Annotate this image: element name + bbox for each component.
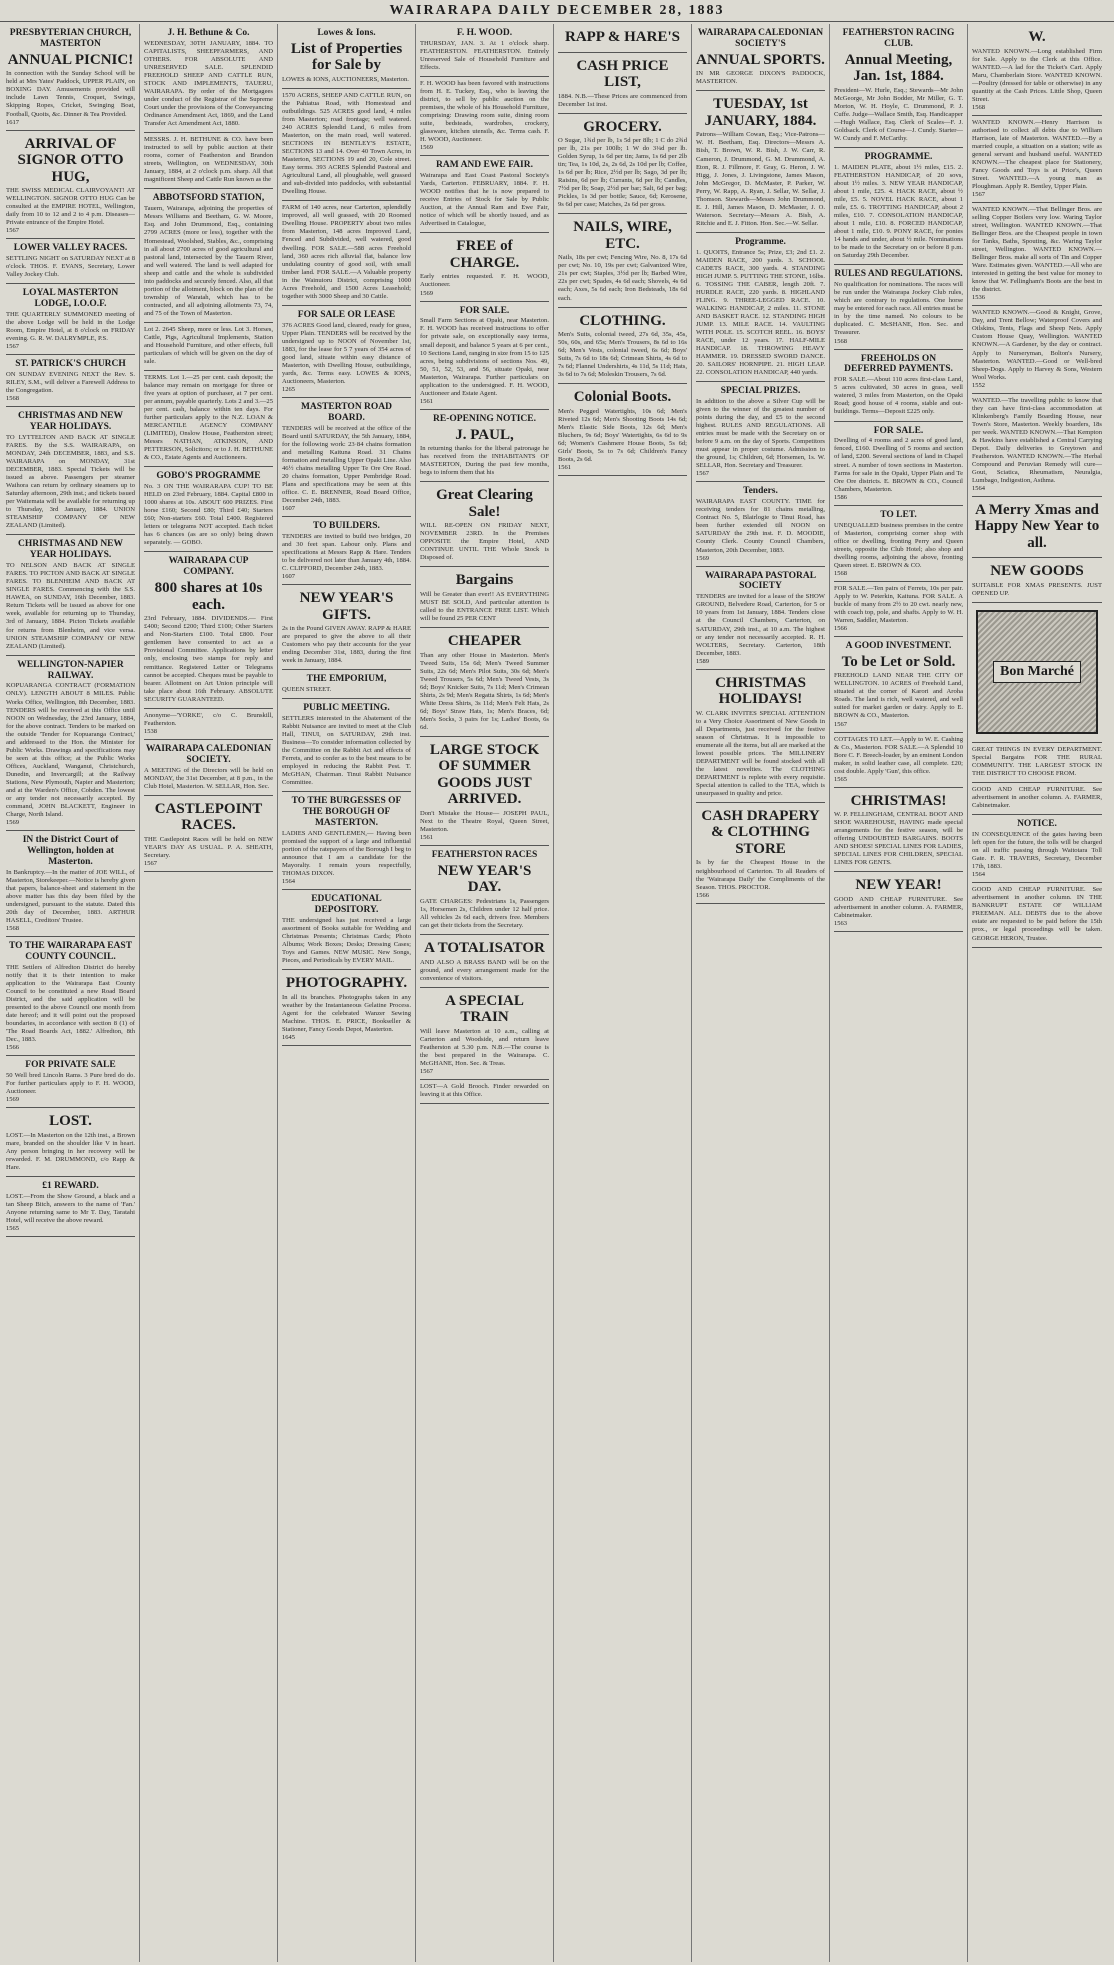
ad-reference-number: 1552 — [972, 381, 985, 389]
ad-body-text: LOST—A Gold Brooch. Finder rewarded on leaving it at this Office. — [420, 1082, 549, 1098]
ad-reference-number: 1567 — [6, 227, 19, 235]
advertisement — [144, 371, 273, 467]
advertisement — [420, 737, 549, 846]
ad-reference-number: 1561 — [558, 463, 571, 471]
ad-reference-number: 1566 — [6, 1044, 19, 1052]
ad-display-heading: List of Properties for Sale by — [290, 40, 403, 74]
ad-body-text: 1. QUOITS, Entrance 5s; Prize, £3; 2nd £1. 2. MAIDEN RACE, 200 yards. 3. SCHOOL CADETS RACE, 300 yards. 4. STANDING HIGH JUMP. 5. PUTTING THE STONE, 16lbs. 6. TOSSING THE CABER, length 20ft. 7. HURDLE RACE, 220 yards. 8. HIGHLAND FLING. 9. THREE-LEGGED RACE. 10. WALKING HANDICAP, 2 miles. 11. STONE AND BASKET RACE. 12. STANDING HIGH JUMP. 13. MILE RACE. 14. VAULTING WITH POLE. 15. SCOTCH REEL. 16. BOYS' RACE, under 12 years. 17. HALF-MILE HANDICAP. 18. THROWING HEAVY HAMMER. 19. DRESSED SWORD DANCE. 20. SAILORS' HORNPIPE. 21. HIGH LEAP. 22. CONSOLATION HANDICAP, 440 yards. — [696, 248, 825, 377]
ad-display-heading: 800 shares at 10s each. — [154, 580, 263, 613]
advertisement — [696, 670, 825, 803]
ad-reference-number: 1607 — [282, 573, 295, 581]
advertisement — [420, 24, 549, 77]
ad-body-text: IN CONSEQUENCE of the gates having been left open for the future, the tolls will be charged on all traffic passing through Waitotara Toll Gate. F. R. TRAVERS, Secretary, December 17th, 1883. — [972, 831, 1102, 871]
ad-display-heading: CASH DRAPERY & CLOTHING STORE — [701, 807, 820, 857]
ad-body-text: THE QUARTERLY SUMMONED meeting of the above Lodge will be held in the Lodge Room, Empire Hotel, at 8 o'clock on FRIDAY evening. G. R. W. DALRYMPLE, P.S. — [6, 311, 135, 343]
ad-display-heading: PHOTOGRAPHY. — [285, 975, 408, 992]
ad-heading: WELLINGTON-NAPIER RAILWAY. — [17, 659, 124, 681]
ad-body-text: In Bankruptcy.—In the matter of JOE WILL, of Masterton, Storekeeper.—Notice is hereby given that papers, balance-sheet and statement in the above matter has this day been filed by the undersigned, pursuant to the statute. Dated this 20th day of December, 1883. ARTHUR HASELL, Creditors' Trustee. — [6, 868, 135, 924]
ad-body-text: IN MR GEORGE DIXON'S PADDOCK, MASTERTON. — [696, 70, 825, 86]
advertisement — [972, 603, 1102, 743]
ad-reference-number: 1568 — [834, 569, 847, 577]
ad-heading: ST. PATRICK'S CHURCH — [15, 359, 126, 370]
ad-body-text: THE undersigned has just received a large assortment of Books suitable for Wedding and Christmas Presents; Christmas Cards; Photo Albums; Work Boxes; Desks; Dressing Cases; Toys and Games. NEW MUSIC. New Songs, Pieces, and Periodicals by EVERY MAIL. — [282, 917, 411, 965]
advertisement — [420, 233, 549, 301]
ad-heading: WAIRARAPA PASTORAL SOCIETY — [704, 570, 817, 592]
ad-heading: WAIRARAPA CALEDONIAN SOCIETY'S — [697, 28, 824, 49]
advertisement — [972, 24, 1102, 116]
ad-heading: PRESBYTERIAN CHURCH, MASTERTON — [9, 28, 132, 49]
advertisement — [834, 788, 963, 873]
ad-display-heading: FREE of CHARGE. — [449, 238, 520, 271]
advertisement — [696, 24, 825, 91]
ad-reference-number: 1569 — [6, 818, 19, 826]
ad-display-heading: LOST. — [49, 1113, 92, 1130]
advertisement — [696, 803, 825, 904]
advertisement — [282, 89, 411, 201]
advertisement — [834, 422, 963, 506]
ad-heading: J. H. Bethune & Co. — [167, 28, 250, 38]
ad-display-heading: A TOTALISATOR — [424, 940, 545, 957]
ad-reference-number: 1617 — [6, 118, 19, 126]
advertisement — [558, 24, 687, 53]
advertisement — [282, 517, 411, 585]
column-4 — [416, 24, 554, 1962]
ad-body-text: LOST.—In Masterton on the 12th inst., a Brown mare, branded on the shoulder like V in heart. Any person bringing in her recovery will be rewarded. F. M. DRUMMOND, c/o Rapp & Hare. — [6, 1131, 135, 1171]
ad-reference-number: 1565 — [834, 775, 847, 783]
ad-heading: RE-OPENING NOTICE. — [433, 413, 536, 424]
ad-heading: EDUCATIONAL DEPOSITORY. — [311, 894, 382, 916]
ad-body-text: LOST.—From the Show Ground, a black and a tan Sheep Bitch, answers to the name of 'Fan.' Anyone returning same to Mr T. Day, Taratahi Hotel, will receive the above reward. — [6, 1192, 135, 1224]
ad-heading: Tenders. — [743, 486, 778, 497]
column-1 — [2, 24, 140, 1962]
ad-heading: Programme. — [735, 236, 786, 247]
ad-display-heading: CHRISTMAS HOLIDAYS! — [715, 674, 806, 708]
advertisement — [144, 796, 273, 872]
ad-display-heading: A Merry Xmas and Happy New Year to all. — [974, 501, 1100, 551]
advertisement — [834, 733, 963, 788]
ad-display-heading: NEW GOODS — [990, 563, 1084, 580]
column-2 — [140, 24, 278, 1962]
ad-body-text: Will be Greater than ever!! AS EVERYTHING MUST BE SOLD, And particular attention is called to the ENTRANCE FREE LIST. Which will be found 25 PER CENT — [420, 590, 549, 623]
masthead — [0, 0, 1114, 22]
ad-heading: FEATHERSTON RACING CLUB. — [842, 28, 955, 49]
advertisement — [6, 1108, 135, 1177]
ad-heading: FREEHOLDS ON DEFERRED PAYMENTS. — [844, 353, 953, 375]
ad-body-text: MESSRS. J. H. BETHUNE & CO. have been instructed to sell by public auction at their rooms, corner of Featherston and Brandon streets, Wellington, on WEDNESDAY, 30th January, 1884, at 2 o'clock p.m. sharp. All that magnificent Sheep and Cattle Run known as the — [144, 136, 273, 184]
ad-body-text: Patrons—William Cowan, Esq.; Vice-Patrons—W. H. Beetham, Esq. Directors—Messrs A. Bish, T. Brown, W. R. Bish, J. W. Carr, R. Cameron, J. Drummond, G. M. Drummond, A. Eton, R. J. Fillmore, F. Gray, G. Heron, J. W. Higg, J. Jones, J. Livingstone, James Mason, John McGregor, D. McMaster, P. Parker, W. Perry, W. Rapp, A. Ryan, J. Sellar, W. Sellar, J. Thomson. Stewards—Messrs John Drummond, E. J. Hill, James Mason, D. McMaster, J. O. Waterson. Secretary—Messrs A. Bish, A. Ritchie and E. J. Fitton. Hon. Sec.—W. Sellar. — [696, 131, 825, 227]
ad-display-heading: W. — [1028, 29, 1046, 45]
ad-reference-number: 1566 — [834, 624, 847, 632]
advertisement — [6, 656, 135, 831]
ad-display-heading: CASH PRICE LIST, — [576, 57, 669, 90]
ad-display-heading: To be Let or Sold. — [841, 653, 956, 670]
advertisement — [834, 350, 963, 422]
ad-reference-number: 1561 — [420, 397, 433, 405]
ad-heading: F. H. WOOD. — [456, 28, 513, 38]
advertisement — [558, 114, 687, 215]
ad-body-text: No. 3 ON THE WAIRARAPA CUP! TO BE HELD on 23rd February, 1884. Capital £800 in 1000 shares at 10s. ABOUT 600 PRIZES. First horse £160; Second £80; Third £40; Starters £60; Non-starters £60. Total £400. Registered letters or telegrams NOT accepted. Each ticket has 6 chances (as are so only) being drawn separately. — GOBO. — [144, 483, 273, 547]
advertisement — [420, 935, 549, 988]
ad-heading: CHRISTMAS AND NEW YEAR HOLIDAYS. — [17, 411, 124, 433]
column-6 — [692, 24, 830, 1962]
advertisement — [6, 407, 135, 535]
ad-reference-number: 1569 — [696, 554, 709, 562]
ad-body-text: In all its branches. Photographs taken in any weather by the Instantaneous Gelatine Process. Agent for the celebrated Wanzer Sewing Machine. THOS. E. PRICE, Bookseller & Stationer, Fancy Goods Depot, Masterton. — [282, 993, 411, 1034]
ad-display-heading: Annual Meeting, Jan. 1st, 1884. — [844, 51, 953, 85]
ad-body-text: A MEETING of the Directors will be held on MONDAY, the 31st December, at 8 p.m., in the Club Hotel, Masterton. W. SELLAR, Hon. Sec. — [144, 766, 273, 790]
advertisement — [972, 203, 1102, 306]
ad-body-text: QUEEN STREET. — [282, 686, 332, 694]
ad-body-text: WEDNESDAY, 30TH JANUARY, 1884. TO CAPITALISTS, SHEEPFARMERS, AND OTHERS. FOR ABSOLUTE AND UNRESERVED SALE. SPLENDID FREEHOLD SHEEP AND CATTLE RUN, STOCK AND IMPLEMENTS, TAUERU, WAIRARAPA. By order of the Mortgagees under conduct of the Registrar of the Supreme Court under the provisions of the Conveyancing Ordinance Amendment Act, 1869, and the Land Transfer Act Amendment Act, 1880. — [144, 39, 273, 128]
advertisement — [6, 831, 135, 937]
ad-body-text: TENDERS are invited to build two bridges, 20 and 30 feet span. Labour only. Plans and specifications at Messrs Rapp & Hare. Tenders to be delivered not later than January 4th, 1884. C. CLIFFORD, December 24th, 1883. — [282, 532, 411, 573]
ad-body-text: WANTED KNOWN.—Good & Knight, Grove, Day, and Trent Bellow; Waterproof Covers and Oilskins, Tents, Flags and Sheep Nets. Apply Custom House Quay, Wellington. WANTED KNOWN.—A Gardener, by the day or contract. Apply to Nurseryman, Bolton's Nursery, Masterton. WANTED.—Good or Well-bred Sheep-Dogs. Apply to Harvey & Sons, Western Wool Works. — [972, 309, 1102, 381]
ad-heading: LOYAL MASTERTON LODGE, I.O.O.F. — [22, 288, 119, 310]
ad-body-text: FOR SALE.—Ten pairs of Ferrets, 10s per pair. Apply to W. Peterkin, Kaituna. FOR SALE. A buckle of many from 2½ to 20 cwt. nearly new, with coach top, pole, and shafts. Apply to W. H. Warren, Saddler, Masterton. — [834, 584, 963, 624]
advertisement — [558, 384, 687, 476]
ad-heading: RAM AND EWE FAIR. — [436, 160, 533, 171]
advertisement — [282, 890, 411, 970]
advertisement — [144, 709, 273, 740]
ad-reference-number: 1564 — [282, 878, 295, 886]
ad-body-text: KOPUARANGA CONTRACT (FORMATION ONLY). LENGTH ABOUT 8 MILES. Public Works Office, Wellington, 8th December, 1883. TENDERS will be received at this Office until NOON on Wednesday, the 23rd January, 1884, for the above contract. Tenders to be marked on the outside 'Tender for Kopuaranga Contract,' and addressed to the Hon. the Minister for Public Works. Drawings and specifications may be seen at this office; at the Public Works Offices, Auckland, Wanganui, Christchurch, Dunedin, and Invercargill; at the Railway Stations, New Plymouth, Napier and Masterton; and at the Warden's Office, Cobden. The lowest or any tender not necessarily accepted. By command, JOHN BLACKETT, Engineer in Charge, North Island. — [6, 682, 135, 818]
ad-body-text: Anonyme—'YORKE', c/o C. Brunskill, Featherston. — [144, 711, 273, 727]
advertisement — [834, 637, 963, 733]
ad-heading: THE EMPORIUM, — [306, 674, 387, 685]
ad-display-heading: A SPECIAL TRAIN — [445, 992, 524, 1026]
ad-body-text: Than any other House in Masterton. Men's Tweed Suits, 15s 6d; Men's Tweed Summer Suits, 22s 6d; Men's Pilot Suits, 30s 6d; Men's Tweed Trousers, 5s 6d; Men's Tweed Vests, 3s 6d; Boys' Knicker Suits, 7s 11d; Men's Crimean Shirts, 2s 9d; Men's Regatta Shirts, 1s 6d; Men's White Dress Shirts, 3s 11d; Men's Felt Hats, 2s 6d; Boys' Straw Hats, 1s; Men's Braces, 6d; Men's Socks, 3 pairs for 1s; Ladies' Boots, 6s 6d. — [420, 651, 549, 731]
ad-reference-number: 1586 — [834, 493, 847, 501]
ad-body-text: LOWES & IONS, AUCTIONEERS, Masterton. — [282, 75, 409, 83]
advertisement — [420, 302, 549, 410]
advertisement — [282, 670, 411, 699]
advertisement — [6, 1177, 135, 1237]
ad-display-heading: J. PAUL, — [455, 426, 514, 443]
ad-body-text: WANTED KNOWN.—Henry Harrison is authorised to collect all debts due to William Harrison, late of Masterton. WANTED.—By a married couple, a situation on a station; wife as general servant and husband useful. WANTED KNOWN.—The cheapest place for Stationery, Fancy Goods and Toys is at Price's, Queen Street. WANTED.—A young man as Ploughman. Apply R. Bentley, Upper Plain. — [972, 118, 1102, 190]
advertisement — [696, 482, 825, 566]
advertisement — [420, 628, 549, 737]
advertisement — [6, 355, 135, 407]
advertisement — [834, 148, 963, 265]
advertisement — [420, 1080, 549, 1104]
advertisement — [6, 937, 135, 1056]
advertisement — [972, 558, 1102, 603]
advertisement — [696, 567, 825, 670]
advertisement — [282, 306, 411, 398]
ad-display-heading: CASTLEPOINT RACES. — [154, 800, 263, 834]
advertisement — [282, 585, 411, 670]
ad-body-text: WANTED.—The travelling public to know that they can have first-class accommodation at Klinkenberg's Family Boarding House, near Town's Store, Masterton. Weekly boarders, 18s per week. WANTED KNOWN.—That Kempton & Hawkins have established a Central Carrying Depot. Daily deliveries to Greytown and Featherston. WANTED KNOWN.—The Herbal Compound and Peruvian Remedy will cure—Gout, Sciatica, Rheumatism, Neuralgia, Lumbago, Indigestion, Asthma. — [972, 396, 1102, 484]
ad-heading: RULES AND REGULATIONS. — [834, 269, 963, 280]
ad-body-text: AND ALSO A BRASS BAND will be on the ground, and every arrangement made for the convenience of visitors. — [420, 958, 549, 982]
ad-body-text: Early entries requested. F. H. WOOD, Auctioneer. — [420, 273, 549, 289]
advertisement — [144, 552, 273, 708]
ad-heading: WAIRARAPA CALEDONIAN SOCIETY. — [145, 743, 272, 765]
ad-heading: IN the District Court of Wellington, holden at Masterton. — [22, 834, 119, 867]
ad-reference-number: 1563 — [834, 919, 847, 927]
advertisement — [6, 535, 135, 655]
advertisement — [420, 988, 549, 1080]
ad-display-heading: Great Clearing Sale! — [436, 487, 533, 520]
ad-body-text: THE SWISS MEDICAL CLAIRVOYANT! AT WELLINGTON. SIGNOR OTTO HUG Can be consulted at the EMPIRE HOTEL, Wellington, daily from 10 to 12 and 2 to 4 p.m. Diseases—Private entrance of the Empire Hotel. — [6, 187, 135, 227]
ad-reference-number: 1569 — [420, 289, 433, 297]
ad-heading: FEATHERSTON RACES — [431, 849, 538, 860]
ad-display-heading: CHRISTMAS! — [850, 792, 947, 809]
ad-heading: PUBLIC MEETING. — [303, 703, 390, 714]
ad-display-heading: Bargains — [455, 572, 514, 589]
ad-reference-number: 1561 — [420, 833, 433, 841]
ad-display-heading: ARRIVAL OF SIGNOR OTTO HUG, — [17, 135, 124, 185]
column-5 — [554, 24, 692, 1962]
ad-body-text: W. CLARK INVITES SPECIAL ATTENTION to a Very Choice Assortment of New Goods in all Departments, just received for the festive season of Christmas. It is impossible to enumerate all the items, but all are marked at the lowest possible prices. The MILLINERY DEPARTMENT will be found stocked with all the latest novelties. The CLOTHING DEPARTMENT is replete with every requisite. Special attention is called to the TEA, which is unsurpassed in quality and price. — [696, 709, 825, 797]
ad-body-text: WILL RE-OPEN ON FRIDAY NEXT, NOVEMBER 23RD. In the Premises OPPOSITE the Empire Hotel, AND CONTINUE UNTIL THE Whole Stock is Disposed of. — [420, 522, 549, 562]
ad-body-text: Will leave Masterton at 10 a.m., calling at Carterton and Woodside, and return leave Featherston at 5.30 p.m. N.B.—The course is the best prepared in the Wairarapa. C. McGHANE, Hon. Sec. & Treas. — [420, 1027, 549, 1067]
advertisement — [420, 77, 549, 156]
ad-heading: FOR SALE. — [873, 425, 924, 436]
ad-body-text: GOOD AND CHEAP FURNITURE. See advertisement in another column. A. FARMER, Cabinetmaker. — [834, 895, 963, 919]
advertisement — [558, 308, 687, 385]
ad-heading: £1 REWARD. — [42, 1180, 99, 1191]
ad-body-text: President—W. Hurle, Esq.; Stewards—Mr John McGeorge, Mr John Bodder, Mr Miller, G. T. Morton, W. H. Hoyle, C. Drummond, P. J. Cuffe. Judge—Wallace Smith, Esq. Handicapper—Hugh Wallace, Esq. Clerk of Scales—F. J. Goldsack. Clerk of Course—J. Cundy. Starter—W. Cundy and F. McCarthy. — [834, 86, 963, 143]
ad-heading: SPECIAL PRIZES. — [720, 386, 801, 397]
ad-body-text: Don't Mistake the House— JOSEPH PAUL, Next to the Theatre Royal, Queen Street, Masterton. — [420, 809, 549, 833]
advertisement — [834, 24, 963, 148]
advertisement — [420, 846, 549, 935]
ad-heading: Lowes & Ions. — [317, 28, 376, 38]
advertisement — [696, 233, 825, 382]
ad-body-text: 50 Well bred Lincoln Rams. 3 Pure bred do do. For further particulars apply to F. H. WOOD, Auctioneer. — [6, 1072, 135, 1096]
ad-display-heading: GROCERY. — [583, 118, 662, 135]
ad-body-text: Lot 2. 2645 Sheep, more or less. Lot 3. Horses, Cattle, Pigs, Agricultural Implements, Station and Household Furniture, and other effects, full particulars of which will be given on the day of sale. — [144, 325, 273, 365]
ad-display-heading: NEW YEAR'S DAY. — [437, 862, 532, 896]
ad-body-text: GATE CHARGES: Pedestrians 1s, Passengers 1s, Horsemen 2s, Children under 12 half price. All vehicles 2s 6d each, drivers free. Members can get their tickets from the Secretary. — [420, 897, 549, 929]
advertisement — [558, 214, 687, 307]
advertisement — [420, 156, 549, 233]
ad-heading: TO THE WAIRARAPA EAST COUNTY COUNCIL. — [8, 940, 133, 962]
advertisement — [144, 24, 273, 133]
advertisement — [834, 265, 963, 349]
advertisement — [144, 740, 273, 796]
ad-display-heading: ANNUAL PICNIC! — [7, 51, 134, 68]
column-3 — [278, 24, 416, 1962]
advertisement — [834, 506, 963, 582]
ad-body-text: TO NELSON AND BACK AT SINGLE FARES. TO PICTON AND BACK AT SINGLE FARES. TO BLENHEIM AND BACK AT SINGLE FARES. Commencing with the S.S. HAWEA, on SUNDAY, 16th December, 1883. Return Tickets will be issued as above for one week, available for returning up to Thursday, 3rd of January, 1884. Picton Tickets available for returns from Blenheim, and vice versa. UNION STEAMSHIP COMPANY OF NEW ZEALAND (Limited). — [6, 562, 135, 650]
ad-reference-number: 1566 — [696, 891, 709, 899]
ad-heading: PROGRAMME. — [864, 152, 933, 163]
ad-body-text: WAIRARAPA EAST COUNTY. TIME for receiving tenders for 81 chains metalling, Contract No. 5, Blairlogie to Tinui Road, has been further extended till NOON on SATURDAY the 29th inst. F. D. MOODIE, County Clerk. County Council Chambers, Masterton, 20th December, 1883. — [696, 498, 825, 554]
ad-reference-number: 1567 — [144, 859, 157, 867]
ad-display-heading: CLOTHING. — [579, 312, 666, 329]
advertisement — [282, 201, 411, 305]
ad-heading: TO THE BURGESSES OF THE BOROUGH OF MASTERTON. — [291, 796, 402, 829]
ad-body-text: No qualification for nominations. The races will be run under the Wairarapa Jockey Club rules, which are contrary to regulations. One horse may be entered for each race. All entries must be in by the time named. No colours to be duplicated. C. McSHANE, Hon. Sec. and Treasurer. — [834, 281, 963, 337]
ad-heading: FOR SALE. — [459, 305, 510, 316]
newspaper-page — [2, 24, 1112, 1962]
advertisement — [972, 116, 1102, 203]
advertisement — [420, 567, 549, 628]
advertisement — [420, 410, 549, 483]
ad-heading: ABBOTSFORD STATION, — [152, 193, 265, 204]
ad-heading: FOR SALE OR LEASE — [297, 309, 396, 320]
ad-body-text: F. H. WOOD has been favored with instructions from H. E. Tuckey, Esq., who is leaving the district, to sell by public auction on the premises, the whole of his Household Furniture, comprising: Drawing room suite, dining room suite, bedsteads, wardrobes, crockery, glassware, kitchen utensils, &c. Terms cash. F. H. WOOD, Auctioneer. — [420, 80, 549, 144]
ad-body-text: TERMS. Lot 1.—25 per cent. cash deposit; the balance may remain on mortgage for three or five years at option of purchaser, at 7 per cent. per annum, payable quarterly. Lots 2 and 3.—25 per cent. cash, balance within ten days. For further particulars apply to the N.Z. LOAN & MERCANTILE AGENCY COMPANY (LIMITED), Onslow House, Featherston street; Messrs NATHAN, ATKINSON, AND PETTERSON, Solicitors; or to J. H. BETHUNE & CO., Estate Agents and Auctioneers. — [144, 373, 273, 462]
ad-reference-number: 1538 — [144, 727, 157, 735]
ad-body-text: 1570 ACRES, SHEEP AND CATTLE RUN, on the Pahiatua Road, with Homestead and outbuildings. 525 ACRES good land, 4 miles from Masterton; road frontage; well watered. 240 ACRES Splendid Land, 6 miles from Masterton, on the main road, well watered. SECTIONS IN BENTLEY'S ESTATE, SECTIONS 13 and 14. Over 40 Town Acres, in Masterton, SECTIONS 19 and 20, Cole street. Easy terms. 393 ACRES Splendid Pastoral and Agricultural Land, all ploughable, well grassed and sub-divided into paddocks, with substantial Dwelling House. — [282, 91, 411, 196]
ad-body-text: Men's Suits, colonial tweed, 27s 6d, 35s, 45s, 50s, 60s, and 65s; Men's Trousers, 8s 6d to 16s 6d; Men's Vests, colonial tweed, 6s 6d; Boys' Suits, 7s 6d to 18s 6d; Crimean Shirts, 4s 6d to 7s 6d; Flannel Undershirts, 4s 11d, 5s 11d; Hats, 3s 6d to 7s 6d; Moleskin Trousers, 7s 6d. — [558, 331, 687, 379]
advertisement — [696, 91, 825, 232]
ad-body-text: SETTLING NIGHT on SATURDAY NEXT at 8 o'clock. THOS. F. EVANS, Secretary, Lower Valley Jockey Club. — [6, 255, 135, 279]
ad-body-text: In connection with the Sunday School will be held at Mrs Yates' Paddock, UPPER PLAIN, on BOXING DAY. Amusements provided will include Lawn Tennis, Croquet, Swings, Skipping Ropes, Cricket, Swinging Boat, Football, Quoits, &c. Dinner & Tea Provided. — [6, 70, 135, 118]
ad-body-text: 23rd February, 1884. DIVIDENDS.— First £400; Second £200; Third £100; Other Starters and Non-Starters £100. Total £800. Four gentlemen have consented to act as a Provisional Committee. Applications by letter only, enclosing two stamps for reply and remittance. Registered Letter or Telegrams cannot be accepted. Cheques must be payable to bearer. Allotment on Art Union principle will take place about 16th February. ABSOLUTE SECURITY GUARANTEED. — [144, 615, 273, 703]
ad-reference-number: 1536 — [972, 294, 985, 302]
ad-heading: LOWER VALLEY RACES. — [13, 243, 128, 254]
illustration-lettering: Bon Marché — [993, 661, 1081, 683]
ad-body-text: TENDERS will be received at the office of the Board until SATURDAY, the 5th January, 1884, for the following work: 23·84 chains formation and metalling Kaituna Road. 31 Chains formation and metalling Upper Opaki Line. Also 46½ chains metalling Upper Te Ore Ore Road. 20 chains formation, Upper Pembridge Road. Plans and specifications may be seen at this office. C. E. BRENNER, Road Board Office, December 24th, 1883. — [282, 424, 411, 505]
ad-body-text: W. P. FELLINGHAM, CENTRAL BOOT AND SHOE WAREHOUSE, HAVING made special arrangements for the festive season, will be offering UNDOUBTED BARGAINS. BOOTS AND SHOES! SPECIAL LINES FOR LADIES, SPECIAL LINES FOR CHILDREN, SPECIAL LINES FOR GENTS. — [834, 811, 963, 867]
ad-reference-number: 1569 — [420, 144, 433, 152]
ad-body-text: TO LYTTELTON AND BACK AT SINGLE FARES. By the S.S. WAIRARAPA, on MONDAY, 24th DECEMBER, 1883, and S.S. WAIRARAPA on MONDAY, 31st DECEMBER, 1883. Special Tickets will be issued as above. Passengers per steamer Waihora can return by ordinary steamers up to Saturday afternoon, 29th inst.; and tickets issued per Waitemata will be available for returning up to Thursday, 3rd January, 1884. UNION STEAMSHIP COMPANY OF NEW ZEALAND (Limited). — [6, 434, 135, 530]
ad-display-heading: NEW YEAR'S GIFTS. — [299, 590, 394, 623]
ad-body-text: Wairarapa and East Coast Pastoral Society's Yards, Carterton. FEBRUARY, 1884. F. H. WOOD notifies that he is now prepared to receive Entries of Stock for Sale by Public Auction, at the Annual Ram and Ewe Fair, notice of which will be shortly issued, and as Advertised in Catalogue, — [420, 172, 549, 228]
advertisement — [972, 783, 1102, 815]
advertisement — [972, 394, 1102, 497]
advertisement — [558, 53, 687, 114]
ad-body-text: ON SUNDAY EVENING NEXT the Rev. S. RILEY, S.M., will deliver a Farewell Address to the Congregation. — [6, 371, 135, 395]
ad-reference-number: 1645 — [282, 1034, 295, 1042]
advertisement — [282, 24, 411, 89]
ad-reference-number: 1568 — [6, 395, 19, 403]
advertisement — [6, 24, 135, 131]
ad-body-text: 376 ACRES Good land, cleared, ready for grass, Upper Plain. TENDERS will be received by the undersigned up to NOON of November 1st, 1883, for the lease for 5 7 years of 354 acres of good land, situate within easy distance of Masterton, with Dwelling House, outbuildings, yards, &c. Terms easy. LOWES & IONS, Auctioneers, Masterton. — [282, 321, 411, 385]
ad-heading: NOTICE. — [1017, 819, 1057, 830]
ad-display-heading: TUESDAY, 1st JANUARY, 1884. — [704, 96, 817, 129]
ad-body-text: THURSDAY, JAN. 3. At 1 o'clock sharp. FEATHERSTON. FEATHERSTON. Entirely Unreserved Sale of Household Furniture and Effects. — [420, 39, 549, 72]
ad-body-text: 1884. N.B.—These Prices are commenced from December 1st inst. — [558, 92, 687, 108]
ad-reference-number: 1568 — [834, 337, 847, 345]
ad-reference-number: 1567 — [834, 720, 847, 728]
ad-body-text: 2s in the Pound GIVEN AWAY. RAPP & HARE are prepared to give the above to all their Customers who pay their accounts for the year ending December 31st, 1883, during the first week in January, 1884. — [282, 625, 411, 665]
ad-heading: GOBO'S PROGRAMME — [156, 471, 261, 482]
ad-body-text: COTTAGES TO LET.—Apply to W. E. Cashing & Co., Masterton. FOR SALE.—A Splendid 10 Bore C. F. Breech-loader, by an eminent London maker, in solid leather case, all complete. £20; cost double. Apply 'Gun', this office. — [834, 735, 963, 775]
ad-heading: A GOOD INVESTMENT. — [845, 640, 952, 651]
ad-body-text: In returning thanks for the liberal patronage he has received from the INHABITANTS OF MASTERTON, During the past few months, begs to inform them that his — [420, 445, 549, 477]
ad-display-heading: CHEAPER — [447, 633, 522, 650]
ad-reference-number: 1567 — [420, 1067, 433, 1075]
ad-reference-number: 1607 — [282, 505, 295, 513]
ad-reference-number: 1569 — [6, 1096, 19, 1104]
advertisement — [834, 872, 963, 932]
ad-reference-number: 1564 — [972, 871, 985, 879]
engraved-illustration — [976, 610, 1098, 734]
advertisement — [144, 189, 273, 322]
ad-reference-number: 1565 — [6, 1224, 19, 1232]
ad-reference-number: 1567 — [6, 343, 19, 351]
column-8 — [968, 24, 1106, 1962]
advertisement — [282, 699, 411, 792]
ad-reference-number: 1567 — [972, 191, 985, 198]
ad-body-text: FOR SALE.—About 110 acres first-class Land, 5 acres cultivated, 30 acres in grass, well watered, 3 miles from Masterton, on the Opaki Road; good house of 4 rooms, stable and out-buildings. Terms—Deposit £225 only. — [834, 376, 963, 416]
ad-reference-number: 1568 — [972, 103, 985, 111]
ad-display-heading: NAILS, WIRE, ETC. — [573, 219, 672, 252]
ad-heading: CHRISTMAS AND NEW YEAR HOLIDAYS. — [17, 539, 124, 561]
ad-body-text: Is by far the Cheapest House in the neighbourhood of Carterton. To all Readers of the 'Wairarapa Daily' the Compliments of the Season. THOS. PROCTOR. — [696, 859, 825, 891]
advertisement — [144, 467, 273, 552]
advertisement — [6, 131, 135, 240]
ad-reference-number: 1568 — [6, 924, 19, 932]
ad-body-text: Small Farm Sections at Opaki, near Masterton. F. H. WOOD has received instructions to offer for private sale, on exceptionally easy terms, small deposit, and balance 5 years at 6 per cent., 10 Sections Land, ranging in size from 15 to 125 acres, being subdivisions of sections Nos. 49, 50, 51, 52, 53, and 56, situate Opaki, near Masterton, Wairarapa. Further particulars on application to the undersigned. F. H. WOOD, Auctioneer and Estate Agent. — [420, 317, 549, 397]
advertisement — [972, 306, 1102, 393]
advertisement — [144, 323, 273, 371]
ad-display-heading: RAPP & HARE'S — [564, 29, 680, 45]
ad-body-text: GOOD AND CHEAP FURNITURE. See advertisement in another column. A. FARMER, Cabinetmaker. — [972, 786, 1102, 810]
advertisement — [6, 1056, 135, 1108]
advertisement — [282, 970, 411, 1046]
advertisement — [834, 582, 963, 637]
ad-reference-number: 1589 — [696, 657, 709, 665]
advertisement — [6, 239, 135, 284]
advertisement — [696, 382, 825, 482]
ad-body-text: UNEQUALLED business premises in the centre of Masterton, comprising corner shop with office or dwelling, fronting Perry and Queen streets, opposite the Club Hotel; also shop and dwelling rooms, adjoining the above, fronting Queen street. E. BROWN & CO. — [834, 521, 963, 569]
ad-body-text: GREAT THINGS IN EVERY DEPARTMENT. Special Bargains FOR THE RURAL COMMUNITY. THE LARGEST STOCK IN THE DISTRICT TO CHOOSE FROM. — [972, 746, 1102, 778]
ad-display-heading: Colonial Boots. — [573, 389, 672, 406]
advertisement — [972, 815, 1102, 883]
ad-heading: FOR PRIVATE SALE — [25, 1060, 116, 1071]
ad-body-text: Men's Pegged Watertights, 10s 6d; Men's Riveted 12s 6d; Men's Shooting Boots 14s 6d; Men's Elastic Side Boots, 12s 6d; Men's Bluchers, 9s 6d; Boys' Watertights, 6s 6d to 9s 6d; Women's Cashmere House Boots, 5s 6d; Girls' Boots, 5s to 7s 6d; Children's Fancy Boots, 2s 6d. — [558, 407, 687, 463]
advertisement — [972, 497, 1102, 559]
advertisement — [282, 398, 411, 517]
advertisement — [420, 482, 549, 567]
ad-body-text: LADIES AND GENTLEMEN,— Having been promised the support of a large and influential portion of the ratepayers of the Borough I beg to announce that I am a candidate for the Mayoralty. I remain yours respectfully, THOMAS DIXON. — [282, 830, 411, 878]
column-7 — [830, 24, 968, 1962]
ad-body-text: SUITABLE FOR XMAS PRESENTS. JUST OPENED UP. — [972, 581, 1102, 597]
ad-display-heading: LARGE STOCK OF SUMMER GOODS JUST ARRIVED. — [429, 741, 540, 808]
ad-body-text: SETTLERS interested in the Abatement of the Rabbit Nuisance are invited to meet at the Club Hall, TINUI, on SATURDAY, 29th inst. Business—To consider information collected by the Committee on the Rabbit Act and effects of Ferrets, and to confer as to the best means to be employed in reducing the Rabbit Pest. T. McGHAN, Chairman. Tinui Rabbit Nuisance Committee. — [282, 715, 411, 787]
advertisement — [282, 792, 411, 890]
ad-reference-number: 1567 — [696, 470, 709, 478]
ad-body-text: TENDERS are invited for a lease of the SHOW GROUND, Belvedere Road, Carterton, for 5 or 10 years from 1st January, 1884. Tenders close at the Council Chambers, Carterton, on SATURDAY, 29th inst., at 10 a.m. The highest or any tender not necessarily accepted. R. H. WOLTERS, Secretary. Carterton, 18th December, 1883. — [696, 593, 825, 657]
ad-display-heading: ANNUAL SPORTS. — [696, 51, 825, 68]
ad-body-text: FARM of 140 acres, near Carterton, splendidly improved, all well grassed, with 20 Roomed Dwelling House. PROPERTY about two miles from Masterton, 148 acres Improved Land, Fenced and Subdivided, well watered, good dwelling. FOR SALE.—588 acres Freehold land, 360 acres rich alluvial flat, balance low undulating country of good soil, with small timber land. FOR SALE.—A Valuable property in the Wainuioru District, comprising 1000 Acres Freehold, and 1500 Acres Leasehold; together with 3000 Sheep and 30 Cattle. — [282, 204, 411, 300]
ad-heading: TO LET. — [880, 509, 917, 520]
ad-reference-number: 1564 — [972, 484, 985, 492]
masthead-title: WAIRARAPA DAILY DECEMBER 28, 1883 — [389, 2, 725, 18]
ad-body-text: FREEHOLD LAND NEAR THE CITY OF WELLINGTON. 10 ACRES of Freehold Land, situated at the corner of Karori and Aroha Roads. The land is rich, well watered, and well suited for market garden or dairy. Apply to E. BROWN & CO., Masterton. — [834, 672, 963, 720]
ad-display-heading: NEW YEAR! — [855, 877, 942, 894]
ad-body-text: 1. MAIDEN PLATE, about 1½ miles, £15. 2. FEATHERSTON HANDICAP, of 20 sovs, about 1½ miles. 3. NEW YEAR HANDICAP, about 1 mile, £25. 4. HACK RACE, about ½ mile, £5. 5. NOVEL HACK RACE, about 1 mile, £5. 6. TROTTING HANDICAP, about 2 miles, £10. 7. CONSOLATION HANDICAP, about 1 mile, £10. 8. FORCED HANDICAP, about 1 mile, £10. 9. PONY RACE, for ponies 14 hands and under, about ½ mile. Nominations to be made to the Secretary on or before 8 p.m. on Saturday 29th December. — [834, 163, 963, 260]
ad-heading: WAIRARAPA CUP COMPANY. — [168, 556, 249, 578]
ad-body-text: THE Castlepoint Races will be held on NEW YEAR'S DAY AS USUAL. P. A. SHEATH, Secretary. — [144, 835, 273, 859]
ad-body-text: WANTED KNOWN.—That Bellinger Bros. are selling Copper Boilers very low. Waring Taylor street, Wellington. WANTED KNOWN.—That Bellinger Bros. are the Cheapest people in town for Tanks, Baths, Spouting, &c. Waring Taylor street, Wellington. WANTED KNOWN.—Bellinger Bros. make all sorts of Tin and Copper Ware. Estimates given. WANTED.—All who are interested in getting the best value for money to know that W. Fellingham's Boots are the best in the district. — [972, 206, 1102, 294]
ad-reference-number: 1265 — [282, 385, 295, 393]
ad-heading: MASTERTON ROAD BOARD. — [300, 401, 393, 423]
advertisement — [972, 883, 1102, 947]
advertisement — [972, 743, 1102, 783]
ad-body-text: Nails, 18s per cwt; Fencing Wire, No. 8, 17s 6d per cwt; No. 10, 19s per cwt; Galvanized Wire, 21s per cwt; Staples, 3½d per lb; Barbed Wire, 22s per cwt; Spades, 4s 6d each; Shovels, 4s 6d each; Axes, 5s 6d each; Iron Bedsteads, 18s 6d each. — [558, 254, 687, 302]
ad-body-text: GOOD AND CHEAP FURNITURE. See advertisement in another column. IN THE BANKRUPT ESTATE OF WILLIAM FREEMAN. ALL DEBTS due to the above estate are requested to be paid before the 15th prox., or legal proceedings will be taken. GEORGE HERON, Trustee. — [972, 886, 1102, 942]
advertisement — [6, 284, 135, 355]
ad-body-text: Tauern, Wairarapa, adjoining the properties of Messrs Williams and Beetham, G. W. Moore, Esq. and John Drummond, Esq., containing 2799 ACRES (more or less), together with the Homestead, Woolshed, Stables, &c., comprising in all about 2700 acres of good agricultural and pastoral land, intersected by the Tauern River, and well watered. The land is well adapted for sheep and cattle and the whole is subdivided into paddocks and securely fenced. Also, all that portion of the allotment, block on the plan of the township of Waratah, which has to be contracted, and all adjoining allotments 73, 74, and 75 of the Town of Masterton. — [144, 205, 273, 317]
ad-body-text: Dwelling of 4 rooms and 2 acres of good land, fenced, £160. Dwelling of 5 rooms and section of land, £200. Several sections of land in Chapel street. A number of town sections in Masterton. Farms for sale in the Opaki, Upper Plain and Te Ore Ore districts. E. BROWN & CO., Council Chambers, Masterton. — [834, 437, 963, 493]
advertisement — [144, 133, 273, 189]
ad-body-text: THE Settlers of Alfredton District do hereby notify that it is their intention to make application to the Wairarapa East County Council to be constituted a new Road Board District, and the said application will be presented to the above Council one month from date hereof; and it will point out the proposed boundaries, in accordance with section 8 (1) of 'The Road Boards Act, 1882.' Alfredton, 8th Dec., 1883. — [6, 963, 135, 1044]
ad-body-text: In addition to the above a Silver Cup will be given to the winner of the greatest number of points during the day, and £5 to the second highest. RULES AND REGULATIONS. All entries must be made with the Secretary on or before 9 a.m. on the day of Sports. Competitors must appear in proper costume. Admission to the ground, 1s; Children, 6d; Horsemen, 1s. W. SELLAR, Hon. Secretary and Treasurer. — [696, 398, 825, 470]
ad-heading: TO BUILDERS. — [313, 521, 380, 532]
ad-body-text: O Sugar, 1¾d per lb, 1s 5d per 8lb; 1 C do 2¾d per lb, 21s per 100lb; 1 W do 3¼d per lb. Golden Syrup, 1s 6d per tin; Jams, 1s 6d per 2lb tin; Tea, 1s 10d, 2s, 2s 6d, 2s 10d per lb; Coffee, 1s 6d per lb; Rice, 2½d per lb; Sago, 3d per lb; Raisins, 6d per lb; Currants, 6d per lb; Candles, 7½d per lb; Soap, 2½d per bar; Salt, 6d per bag; Pickles, 1s 3d per bottle; Sauce, 6d; Kerosene, 9s 6d per case; Matches, 2s 6d per gross. — [558, 137, 687, 209]
ad-body-text: WANTED KNOWN.—Long established Firm for Sale. Apply to the Clerk at this Office. WANTED.—A lad for the Ticket's Cart. Apply Maru, Chamberlain Store. WANTED KNOWN.—Poultry (dressed for table or otherwise) in any quantity at the Cash Prices. Little Shop, Queen Street. — [972, 47, 1102, 103]
